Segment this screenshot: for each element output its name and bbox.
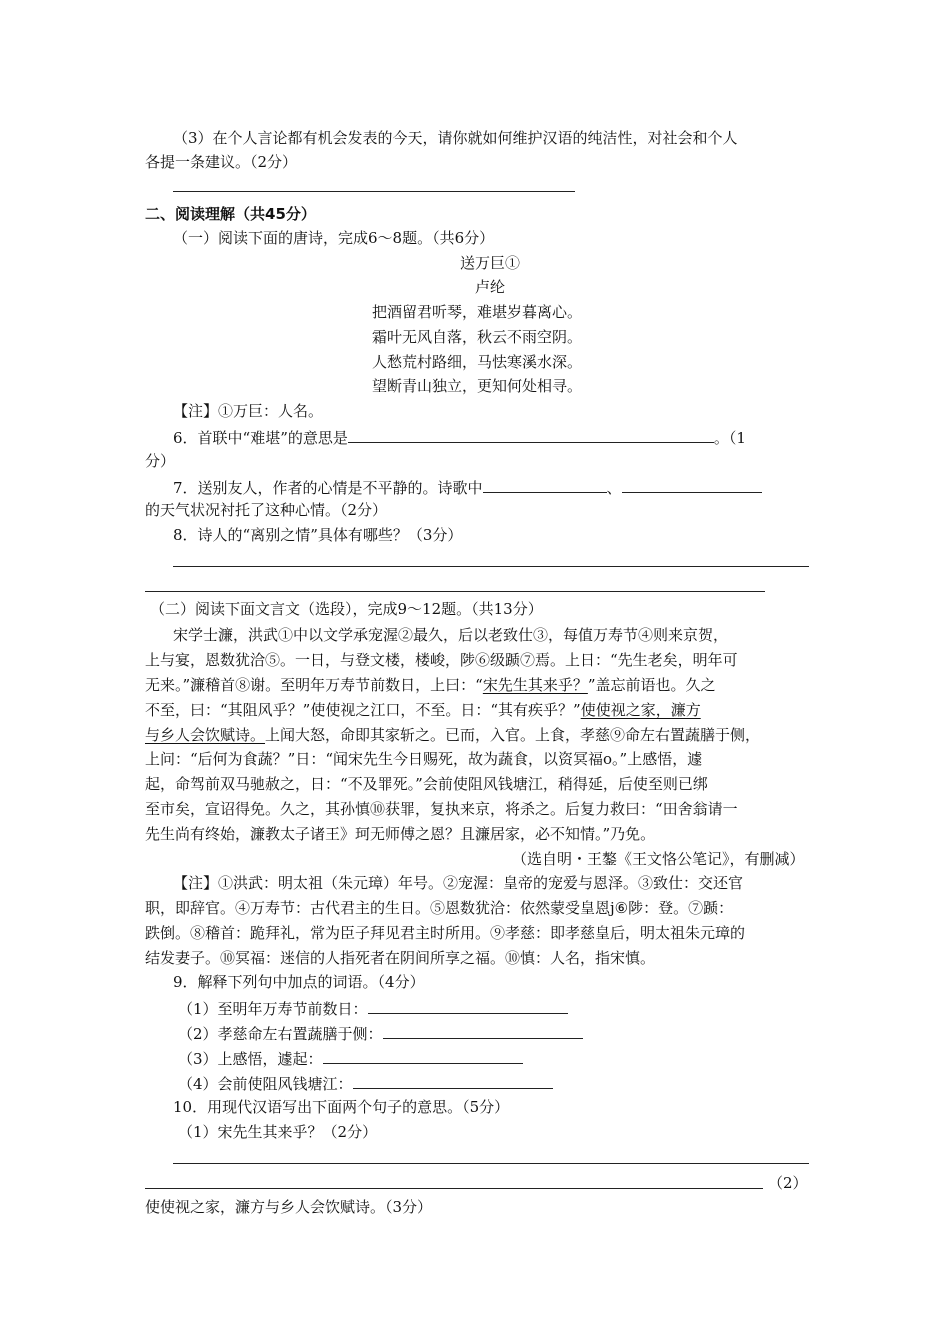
passage-line: 上问：“后何为食蔬？”日：“闻宋先生今日赐死，故为蔬食，以资冥福o。”上感悟，遽 xyxy=(145,750,703,768)
q6-answer-blank[interactable] xyxy=(348,426,714,443)
q7-sep: 、 xyxy=(606,479,622,497)
answer-line[interactable] xyxy=(173,1163,809,1164)
q9-item-text: （4）会前使阻风钱塘江： xyxy=(178,1075,353,1093)
question-9: 9．解释下列句中加点的词语。（4分） xyxy=(173,973,425,991)
question-8: 8．诗人的“离别之情”具体有哪些？（3分） xyxy=(173,526,463,544)
q9-item xyxy=(178,1022,583,1044)
passage-line: 上与宴，恩数犹洽⑤。一日，与登文楼，楼峻，陟⑥级踬⑦焉。上日：“先生老矣，明年可 xyxy=(145,651,738,669)
q9-answer-blank[interactable] xyxy=(323,1047,523,1064)
passage-line: 至市矣，宣诏得免。久之，其孙慎⑩获罪，复执来京，将杀之。后复力救曰：“田舍翁请一 xyxy=(145,800,738,818)
answer-line[interactable] xyxy=(145,591,765,592)
q9-item xyxy=(178,997,568,1019)
passage-line: 宋学士濂，洪武①中以文学承宠渥②最久，后以老致仕③，每值万寿节④则来京贺， xyxy=(173,626,729,644)
q10-item-2-label: （2） xyxy=(768,1174,808,1192)
passage-text: 无来。”濂稽首⑧谢。至明年万寿节前数日，上曰：“ xyxy=(145,676,483,694)
q7-answer-blank-2[interactable] xyxy=(622,476,762,493)
q7-answer-blank-1[interactable] xyxy=(483,476,607,493)
q7-cont: 的天气状况衬托了这种心情。（2分） xyxy=(145,501,388,519)
q9-answer-blank[interactable] xyxy=(368,997,568,1014)
passage-note: 职，即辞官。④万寿节：古代君主的生日。⑤恩数犹洽：依然蒙受皇恩j⑥陟：登。⑦踬： xyxy=(145,899,734,917)
poem-line: 霜叶无风自落，秋云不雨空阴。 xyxy=(372,328,583,346)
q9-item xyxy=(178,1047,523,1069)
q9-item-text: （2）孝慈命左右置蔬膳于侧： xyxy=(178,1025,383,1043)
poem-title: 送万巨① xyxy=(459,254,520,272)
q6-text: 6．首联中“难堪”的意思是 xyxy=(173,429,348,447)
question-6 xyxy=(173,426,746,448)
q10-item-2-text: 使使视之家，濂方与乡人会饮赋诗。（3分） xyxy=(145,1198,433,1216)
poem-line: 人愁荒村路细，马怯寒溪水深。 xyxy=(372,353,583,371)
passage-source: （选自明・王鏊《王文恪公笔记》，有删减） xyxy=(512,850,805,868)
q9-answer-blank[interactable] xyxy=(353,1072,553,1089)
passage-note: 【注】①洪武：明太祖（朱元璋）年号。②宠渥：皇帝的宠爱与恩泽。③致仕：交还官 xyxy=(173,874,744,892)
part1-intro: （一）阅读下面的唐诗，完成6～8题。（共6分） xyxy=(173,229,495,247)
passage-note: 结发妻子。⑩冥福：迷信的人指死者在阴间所享之福。⑩慎：人名，指宋慎。 xyxy=(145,949,656,967)
q10-item-1: （1）宋先生其来乎？（2分） xyxy=(178,1123,378,1141)
q7-text: 7．送别友人，作者的心情是不平静的。诗歌中 xyxy=(173,479,483,497)
passage-text: ”盖忘前语也。久之 xyxy=(587,676,716,694)
answer-line[interactable] xyxy=(173,566,809,567)
q5-3-line2: 各提一条建议。（2分） xyxy=(145,153,298,171)
poem-author: 卢纶 xyxy=(474,278,505,296)
part2-intro: （二）阅读下面文言文（选段），完成9～12题。（共13分） xyxy=(150,600,543,618)
answer-line[interactable] xyxy=(145,1188,763,1189)
answer-line[interactable] xyxy=(173,191,575,192)
poem-note: 【注】①万巨：人名。 xyxy=(173,402,324,420)
passage-note: 跌倒。⑧稽首：跪拜礼，常为臣子拜见君主时所用。⑨孝慈：即孝慈皇后，明太祖朱元璋的 xyxy=(145,924,746,942)
question-7 xyxy=(173,476,762,498)
underlined-sentence: 使使视之家，濂方 xyxy=(580,701,701,719)
passage-line xyxy=(145,675,716,695)
q6-score-cont: 分） xyxy=(145,452,176,470)
passage-text: 不至，曰：“其阻风乎？”使使视之江口，不至。日：“其有疾乎？” xyxy=(145,701,581,719)
q9-item-text: （3）上感悟，遽起： xyxy=(178,1050,323,1068)
passage-line: 起，命驾前双马驰赦之，日：“不及罪死。”会前使阻风钱塘江，稍得延，后使至则已绑 xyxy=(145,775,708,793)
poem-line: 望断青山独立，更知何处相寻。 xyxy=(372,377,583,395)
q9-answer-blank[interactable] xyxy=(383,1022,583,1039)
q5-3-line1: （3）在个人言论都有机会发表的今天，请你就如何维护汉语的纯洁性，对社会和个人 xyxy=(173,129,738,147)
q6-score: 。（1 xyxy=(713,429,746,447)
section-title: 二、阅读理解（共45分） xyxy=(145,205,316,223)
passage-text: 上闻大怒，命即其家斩之。已而，入官。上食，孝慈⑨命左右置蔬膳于侧， xyxy=(265,726,761,744)
q9-item xyxy=(178,1072,553,1094)
poem-line: 把酒留君听琴，难堪岁暮离心。 xyxy=(372,303,583,321)
q9-item-text: （1）至明年万寿节前数日： xyxy=(178,1000,368,1018)
passage-line xyxy=(145,700,701,720)
passage-line: 先生尚有终始，濂教太子诸王》珂无师傅之恩？且濂居家，必不知情。”乃免。 xyxy=(145,825,656,843)
underlined-sentence: 与乡人会饮赋诗。 xyxy=(145,726,266,744)
question-10: 10．用现代汉语写出下面两个句子的意思。（5分） xyxy=(173,1098,510,1116)
underlined-sentence: 宋先生其来乎？ xyxy=(482,676,588,694)
passage-line xyxy=(145,725,760,745)
